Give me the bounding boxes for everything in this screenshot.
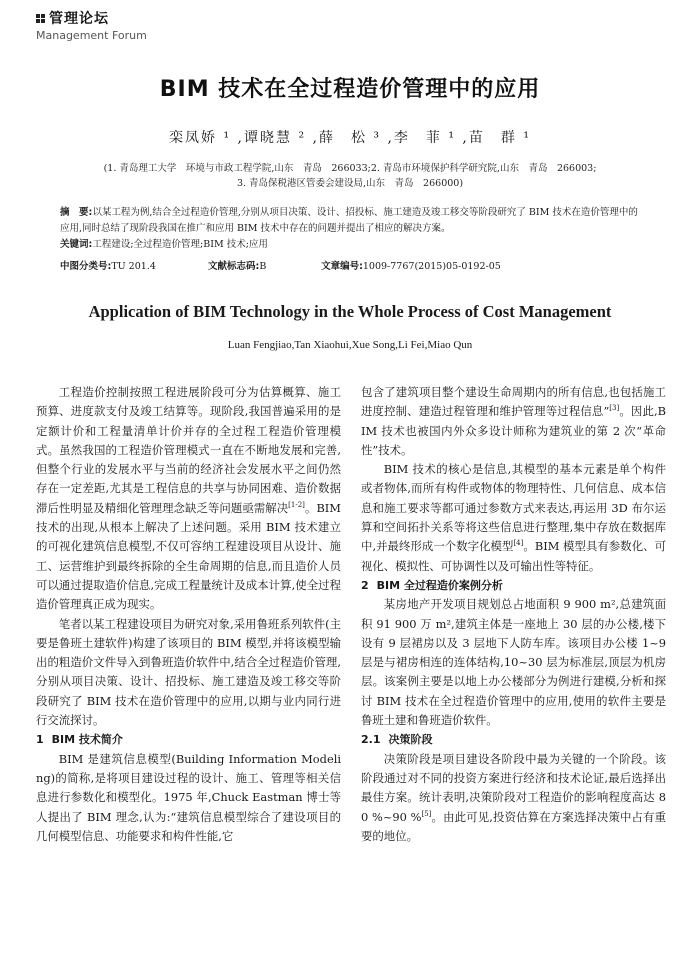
abstract <box>60 205 640 237</box>
journal-header <box>36 8 147 42</box>
keywords <box>60 237 640 253</box>
body-column-right <box>361 383 666 846</box>
article-title-en: Application of BIM Technology in the Whole Process of Cost Management <box>88 302 612 321</box>
journal-name-cn: 管理论坛 <box>49 11 109 27</box>
paragraph: 某房地产开发项目规划总占地面积 9 900 m²,总建筑面积 91 900 万 m²,建筑主体是一座地上 30 层的办公楼,楼下设有 9 层裙房以及 3 层地下人防车库。该项目办公楼 1~9 层是与裙房相连的连体结构,10~30 层为标准层,顶层为机房层。该案例主要是以地上办公楼部分为例进行建模,分析和探讨 BIM 技术在全过程造价管理中的应用,使用的软件主要是鲁班土建和鲁班造价软件。 <box>361 597 666 728</box>
paragraph: BIM 技术的核心是信息,其模型的基本元素是单个构件或者物体,而所有构件或物体的物理特性、几何信息、成本信息和施工要求等都可通过参数方式来表达,再运用 3D 布尔运算和空间拓扑关系等将这些信息进行整理,集中存放在数据库中,并最终形成一个数字化模型[4]。BIM 模型具有参数化、可视化、模拟性、可协调性以及可输出性等特征。 <box>361 462 666 573</box>
abstract-text: 以某工程为例,结合全过程造价管理,分别从项目决策、设计、招投标、施工建造及竣工移交等阶段研究了 BIM 技术在造价管理中的应用,同时总结了现阶段我国在推广和应用 BIM 技术中存在的问题并提出了相应的解决方案。 <box>60 207 638 234</box>
clc-number: 中图分类号:TU 201.4 <box>60 261 156 272</box>
abstract-label: 摘 要: <box>60 207 93 218</box>
paragraph: 决策阶段是项目建设各阶段中最为关键的一个阶段。该阶段通过对不同的投资方案进行经济和技术论证,最后选择出最佳方案。统计表明,决策阶段对工程造价的影响程度高达 80 %~90 %[5]。由此可见,投资估算在方案选择决策中占有重要的地位。 <box>361 751 666 843</box>
affiliation-line-2: 3. 青岛保税港区管委会建设局,山东 青岛 266000) <box>236 178 464 189</box>
citation: [1-2] <box>288 500 305 509</box>
affiliations <box>56 161 644 191</box>
article-title-cn: BIM 技术在全过程造价管理中的应用 <box>159 77 541 102</box>
authors-cn: 栾凤娇 ¹ ,谭晓慧 ² ,薛 松 ³ ,李 菲 ¹ ,苗 群 ¹ <box>169 130 531 146</box>
authors-en: Luan Fengjiao,Tan Xiaohui,Xue Song,Li Fei,Miao Qun <box>227 339 473 351</box>
classification-meta <box>60 258 640 272</box>
abstract-block <box>60 205 640 253</box>
document-code: 文献标志码:B <box>208 261 267 272</box>
citation: [4] <box>513 539 524 548</box>
journal-name-en: Management Forum <box>36 29 147 42</box>
paragraph: BIM 是建筑信息模型(Building Information Modeling)的简称,是将项目建设过程的设计、施工、管理等相关信息进行参数化和模型化。1975 年,Chuck Eastman 博士等人提出了 BIM 理念,认为:“建筑信息模型综合了建设项目的几何模型信息、功能要求和构件性能,它 <box>36 751 341 843</box>
citation: [3] <box>609 404 620 413</box>
subsection-heading: 2.1 决策阶段 <box>361 733 433 747</box>
keywords-text: 工程建设;全过程造价管理;BIM 技术;应用 <box>92 239 268 250</box>
body-column-left <box>36 383 341 846</box>
citation: [5] <box>421 809 432 818</box>
section-heading: 2 BIM 全过程造价案例分析 <box>361 578 503 592</box>
journal-logo-icon <box>36 14 45 23</box>
paragraph: 包含了建筑项目整个建设生命周期内的所有信息,也包括施工进度控制、建造过程管理和维护管理等过程信息”[3]。因此,BIM 技术也被国内外众多设计师称为建筑业的第 2 次“革命性”技术。 <box>361 385 667 457</box>
paragraph: 笔者以某工程建设项目为研究对象,采用鲁班系列软件(主要是鲁班土建软件)构建了该项目的 BIM 模型,并将该模型输出的粗造价文件导入到鲁班造价软件中,结合全过程造价管理,分别从项目决策、设计、招投标、施工建造及竣工移交等阶段研究了 BIM 技术在造价管理中的应用,以期与业内同行进行交流探讨。 <box>36 616 341 728</box>
keywords-label: 关键词: <box>60 239 93 250</box>
affiliation-line-1: (1. 青岛理工大学 环境与市政工程学院,山东 青岛 266033;2. 青岛市环境保护科学研究院,山东 青岛 266003; <box>103 163 597 174</box>
section-heading: 1 BIM 技术简介 <box>36 733 123 747</box>
article-number: 文章编号:1009-7767(2015)05-0192-05 <box>321 261 501 272</box>
paragraph: 工程造价控制按照工程进展阶段可分为估算概算、施工预算、进度款支付及竣工结算等。现阶段,我国普遍采用的是定额计价和工程量清单计价并存的全过程工程造价管理模式。虽然我国的工程造价管理模式一直在不断地发展和完善,但整个行业的发展水平与当前的经济社会发展水平之间仍然存在一定差距,尤其是工程信息的共享与协同困难、造价数据滞后性明显及精细化管理理念缺乏等问题亟需解决[1-2]。BIM 技术的出现,从根本上解决了上述问题。采用 BIM 技术建立的可视化建筑信息模型,不仅可容纳工程建设项目从设计、施工、运营维护到最终拆除的全生命周期的信息,而且造价人员可以通过提取造价信息,完成工程量统计及成本计算,使全过程造价管理真正成为现实。 <box>36 385 341 612</box>
